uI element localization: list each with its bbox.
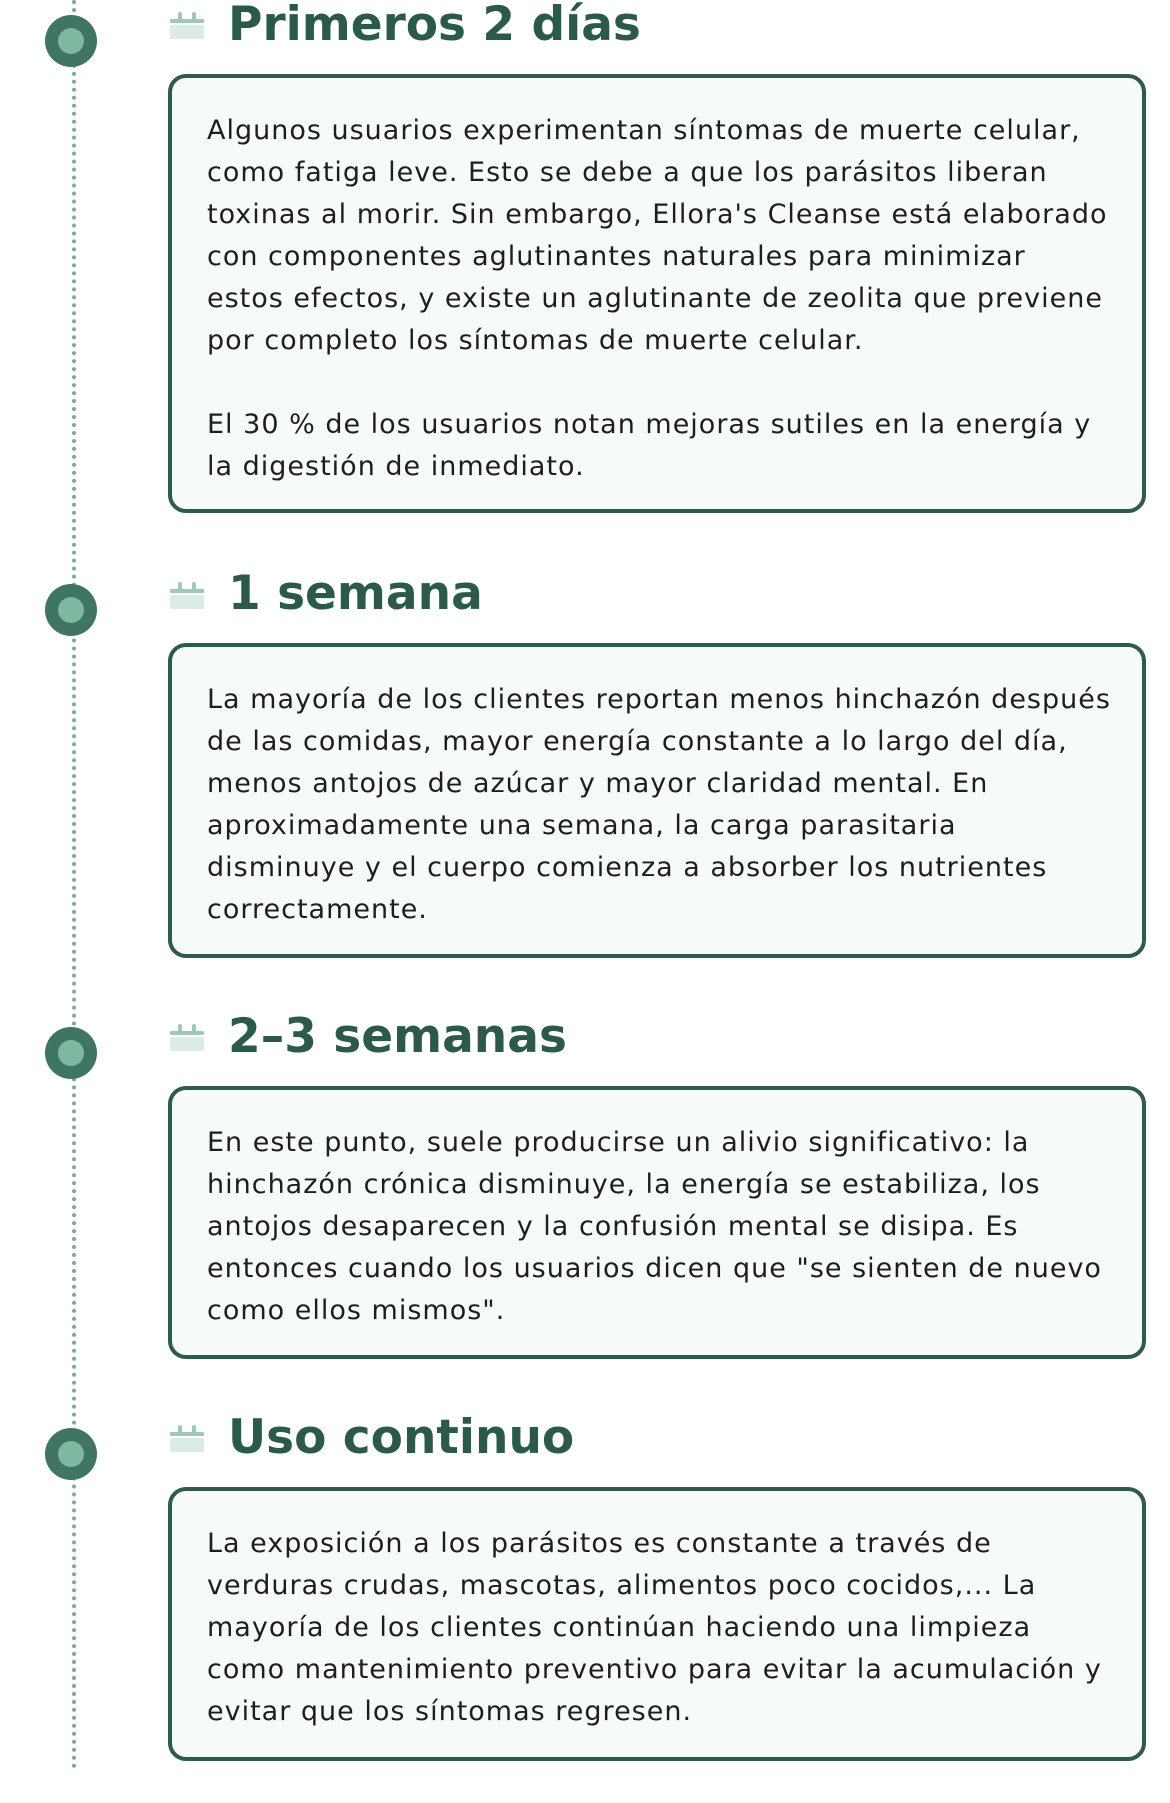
calendar-icon (170, 1022, 204, 1052)
stage-description-paragraph: Algunos usuarios experimentan síntomas de muerte celular, como fatiga leve. Esto se debe a que los parásitos liberan toxinas al morir. Sin embargo, Ellora's Cleanse está elaborado con componentes aglutinantes naturales para minimizar estos efectos, y existe un aglutinante de zeolita que previene por completo los síntomas de muerte celular. (207, 115, 1108, 356)
stage-title: 2–3 semanas (228, 1009, 567, 1064)
calendar-icon (170, 1423, 204, 1453)
stage-title: Primeros 2 días (228, 0, 641, 52)
stage-description-paragraph: La mayoría de los clientes reportan menos hinchazón después de las comidas, mayor energía constante a lo largo del día, menos antojos de azúcar y mayor claridad mental. En aproximadamente una semana, la carga parasitaria disminuye y el cuerpo comienza a absorber los nutrientes correctamente. (207, 684, 1111, 925)
stage-title: 1 semana (228, 566, 483, 621)
stage-description-paragraph: La exposición a los parásitos es constante a través de verduras crudas, mascotas, alimentos poco cocidos,... La mayoría de los clientes continúan haciendo una limpieza como mantenimiento preventivo para evitar la acumulación y evitar que los síntomas regresen. (207, 1528, 1102, 1727)
calendar-icon (170, 10, 204, 40)
timeline-dot-icon (45, 1027, 97, 1079)
stage-description-paragraph: El 30 % de los usuarios notan mejoras sutiles en la energía y la digestión de inmediato. (207, 409, 1092, 482)
calendar-icon (170, 580, 204, 610)
stage-description-paragraph: En este punto, suele producirse un alivio significativo: la hinchazón crónica disminuye, la energía se estabiliza, los antojos desaparecen y la confusión mental se disipa. Es entonces cuando los usuarios dicen que "se sienten de nuevo como ellos mismos". (207, 1127, 1102, 1326)
timeline-dot-icon (45, 584, 97, 636)
stage-title: Uso continuo (228, 1410, 575, 1465)
stage-description-card (168, 1086, 1146, 1359)
stage-description-card (168, 1487, 1146, 1761)
timeline-dot-icon (45, 1428, 97, 1480)
stage-description-card (168, 74, 1146, 513)
timeline-dot-icon (45, 15, 97, 67)
timeline-dotted-line (72, 0, 76, 1770)
stage-description-card (168, 643, 1146, 958)
